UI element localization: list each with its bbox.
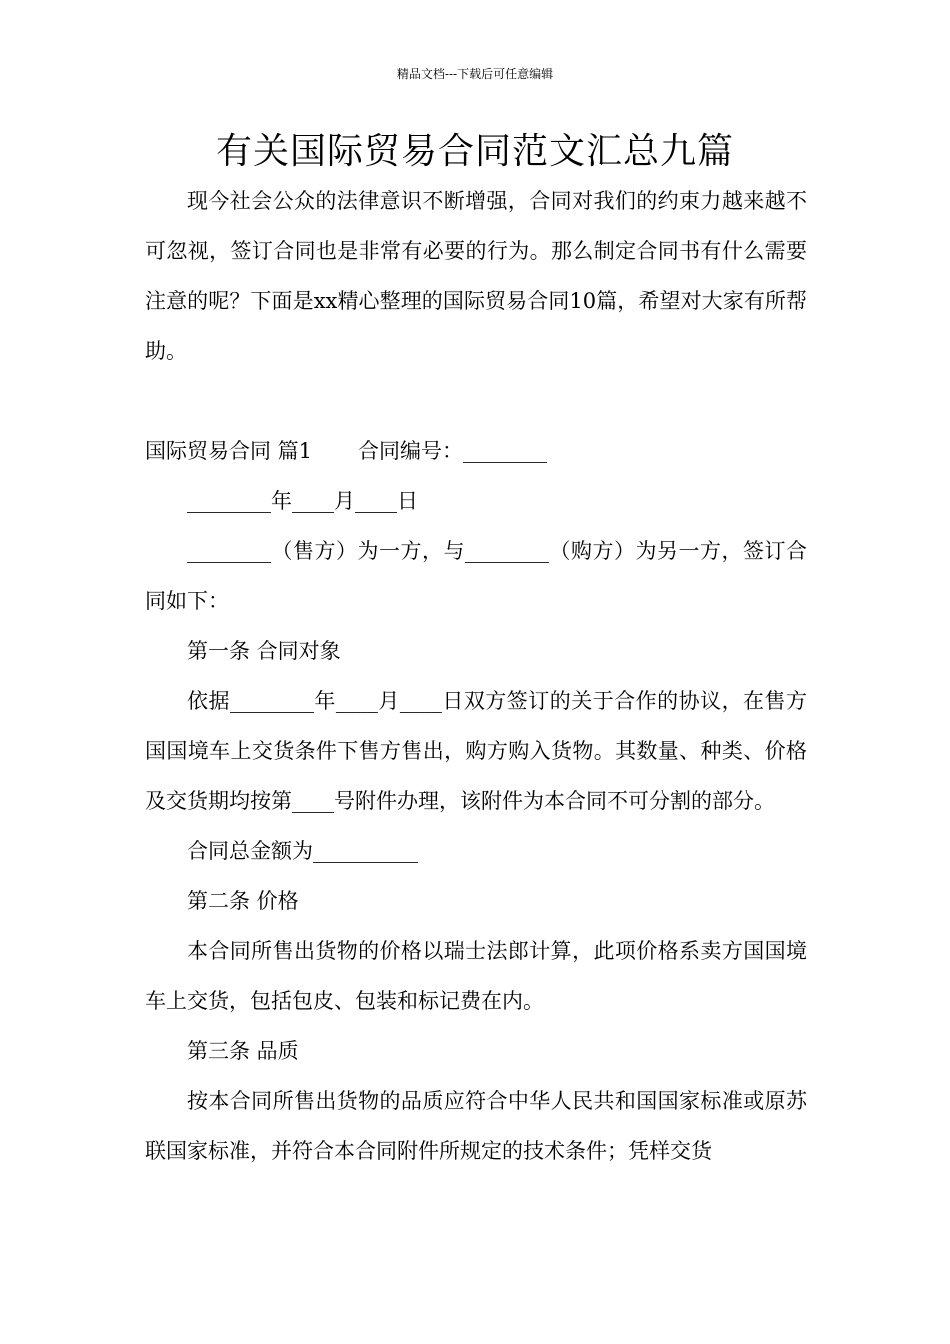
intro-paragraph: 现今社会公众的法律意识不断增强，合同对我们的约束力越来越不可忽视，签订合同也是非常有必要的行为。那么制定合同书有什么需要注意的呢？下面是xx精心整理的国际贸易合同10篇，希望对大家有所帮助。: [145, 189, 807, 363]
article-3-title: 第三条 品质: [187, 1039, 299, 1063]
article-1-text: 依据________年____月____日双方签订的关于合作的协议，在售方国国境车上交货条件下售方售出，购方购入货物。其数量、种类、价格及交货期均按第____号附件办理，该附件为本合同不可分割的部分。: [145, 689, 807, 813]
document-body: [145, 176, 807, 1176]
article-2-text: 本合同所售出货物的价格以瑞士法郎计算，此项价格系卖方国国境车上交货，包括包皮、包装和标记费在内。: [145, 939, 807, 1013]
document-title: 有关国际贸易合同范文汇总九篇: [215, 131, 734, 172]
contract-number: 合同编号：________: [358, 439, 548, 463]
contract-parties-paragraph: ________（售方）为一方，与________（购方）为另一方，签订合同如下：: [145, 539, 807, 613]
header-note: 精品文档---下载后可任意编辑: [396, 67, 554, 81]
contract-date-line: ________年____月____日: [187, 489, 418, 513]
paragraph-spacer: [145, 376, 807, 426]
article-1-title: 第一条 合同对象: [187, 639, 341, 663]
article-2-title: 第二条 价格: [187, 889, 299, 913]
contract-heading: 国际贸易合同 篇1: [145, 439, 313, 463]
total-amount-line: 合同总金额为__________: [187, 839, 418, 863]
contract-heading-line: [145, 426, 807, 476]
article-3-text: 按本合同所售出货物的品质应符合中华人民共和国国家标准或原苏联国家标准，并符合本合同附件所规定的技术条件；凭样交货: [145, 1089, 807, 1163]
